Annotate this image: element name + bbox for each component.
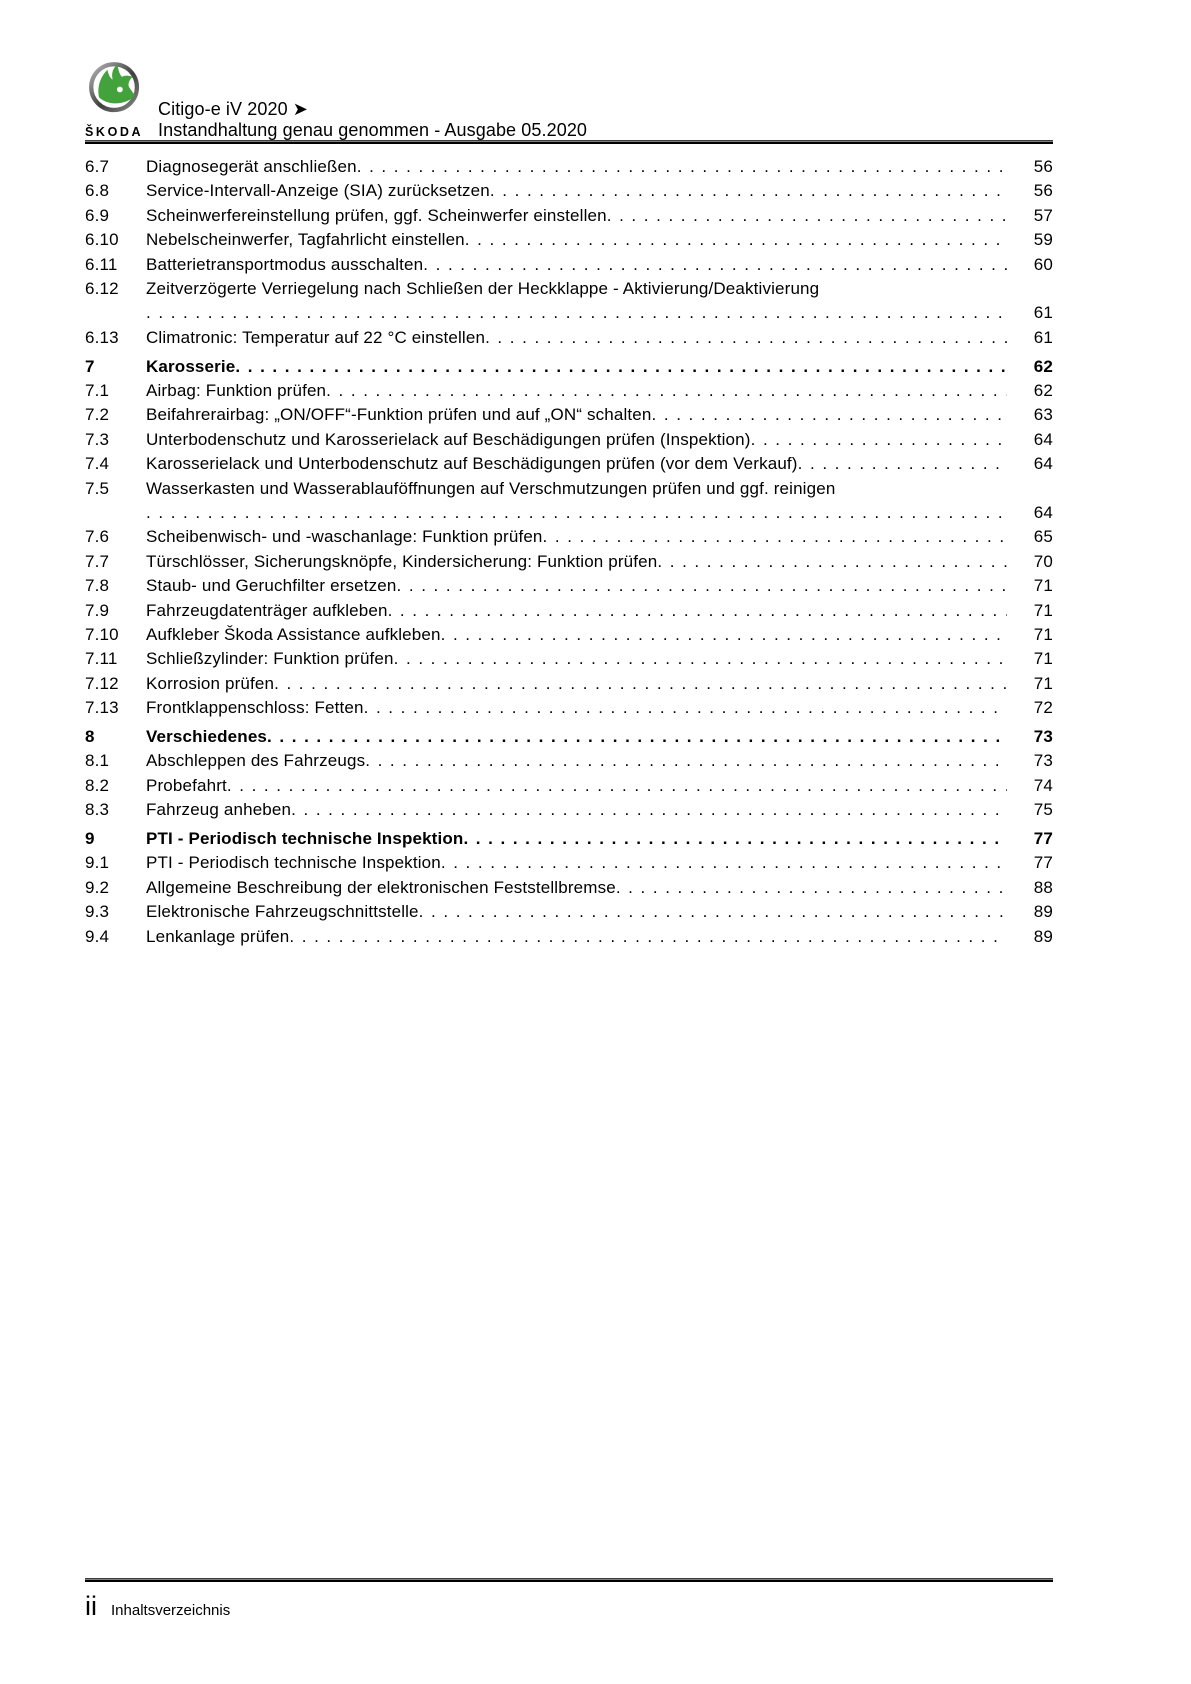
dot-leader — [441, 623, 1007, 647]
toc-entry-page: 61 — [1033, 303, 1053, 323]
toc-entry-page: 89 — [1033, 902, 1053, 922]
dot-leader — [267, 725, 1007, 749]
header-title-block — [158, 99, 587, 140]
toc-entry-page: 71 — [1033, 624, 1053, 644]
toc-entry-number: 7 — [85, 356, 95, 376]
toc-entry-row — [85, 696, 1053, 720]
toc-entry-title: Staub- und Geruchfilter ersetzen — [146, 576, 397, 596]
toc-entry-title: Scheibenwisch- und -waschanlage: Funktion prüfen — [146, 527, 543, 547]
toc-entry-row — [85, 623, 1053, 647]
toc-entry-row — [85, 672, 1053, 696]
toc-entry-page: 59 — [1033, 230, 1053, 250]
toc-entry-number: 7.12 — [85, 673, 119, 693]
toc-entry-page: 73 — [1033, 726, 1053, 746]
dot-leader — [751, 428, 1007, 452]
toc-entry-number: 7.9 — [85, 600, 110, 620]
toc-entry-title: Verschiedenes — [146, 726, 268, 746]
toc-entry-page: 71 — [1033, 576, 1053, 596]
toc-entry-title: Nebelscheinwerfer, Tagfahrlicht einstellen — [146, 230, 465, 250]
toc-entry-row — [85, 277, 1053, 301]
dot-leader — [607, 204, 1007, 228]
toc-entry-row — [85, 228, 1053, 252]
toc-entry-row — [85, 798, 1053, 822]
toc-entry-title: Beifahrerairbag: „ON/OFF“-Funktion prüfen und auf „ON“ schalten — [146, 405, 652, 425]
toc-entry-page: 73 — [1033, 751, 1053, 771]
toc-entry-title: Karosserielack und Unterbodenschutz auf Beschädigungen prüfen (vor dem Verkauf) — [146, 454, 798, 474]
toc-entry-number: 7.5 — [85, 478, 110, 498]
page-header — [85, 60, 1053, 142]
toc-entry-title: Aufkleber Škoda Assistance aufkleben — [146, 624, 441, 644]
dot-leader — [289, 925, 1007, 949]
toc-entry-page: 71 — [1033, 600, 1053, 620]
toc-entry-page: 64 — [1033, 429, 1053, 449]
toc-entry-page: 72 — [1033, 698, 1053, 718]
toc-entry-title: Fahrzeug anheben — [146, 800, 292, 820]
dot-leader — [419, 900, 1007, 924]
toc-entry-number: 7.1 — [85, 381, 110, 401]
toc-entry-number: 9.1 — [85, 853, 110, 873]
toc-entry-page: 75 — [1033, 800, 1053, 820]
toc-entry-page: 57 — [1033, 205, 1053, 225]
toc-entry-page: 71 — [1033, 649, 1053, 669]
toc-entry-row — [85, 155, 1053, 179]
toc-entry-title: Frontklappenschloss: Fetten — [146, 698, 364, 718]
model-line: Citigo-e iV 2020 ➤ — [158, 99, 308, 119]
toc-entry-number: 8.3 — [85, 800, 110, 820]
toc-entry-row — [85, 851, 1053, 875]
toc-entry-number: 7.6 — [85, 527, 110, 547]
toc-entry-number: 6.7 — [85, 157, 110, 176]
toc-entry-row — [85, 525, 1053, 549]
toc-entry-number: 6.8 — [85, 181, 110, 201]
skoda-logo — [85, 60, 157, 142]
table-of-contents — [85, 155, 1053, 949]
dot-leader — [485, 326, 1007, 350]
toc-entry-number: 7.3 — [85, 429, 110, 449]
toc-entry-number: 6.9 — [85, 205, 110, 225]
toc-entry-row — [85, 599, 1053, 623]
toc-entry-page: 77 — [1033, 829, 1053, 849]
dot-leader — [441, 851, 1007, 875]
dot-leader — [291, 798, 1007, 822]
toc-entry-title: Fahrzeugdatenträger aufkleben — [146, 600, 388, 620]
toc-entry-row — [85, 379, 1053, 403]
dot-leader — [365, 749, 1007, 773]
toc-chapter-row — [85, 355, 1053, 379]
toc-entry-row — [85, 550, 1053, 574]
toc-entry-continuation-row — [85, 301, 1053, 325]
toc-entry-row — [85, 876, 1053, 900]
toc-entry-page: 65 — [1033, 527, 1053, 547]
doc-title: Instandhaltung genau genommen - Ausgabe 05.2020 — [158, 119, 588, 140]
toc-entry-number: 7.13 — [85, 698, 119, 718]
toc-entry-number: 9.2 — [85, 877, 110, 897]
toc-entry-title: Unterbodenschutz und Karosserielack auf Beschädigungen prüfen (Inspektion) — [146, 429, 751, 449]
dot-leader — [146, 301, 1007, 325]
dot-leader — [364, 696, 1007, 720]
toc-entry-title: Schließzylinder: Funktion prüfen — [146, 649, 394, 669]
toc-entry-page: 74 — [1033, 775, 1053, 795]
toc-entry-page: 63 — [1033, 405, 1053, 425]
footer-section-label: Inhaltsverzeichnis — [111, 1602, 231, 1619]
toc-entry-title: Batterietransportmodus ausschalten — [146, 254, 424, 274]
toc-entry-title: Korrosion prüfen — [146, 673, 275, 693]
dot-leader — [652, 403, 1008, 427]
toc-entry-number: 7.2 — [85, 405, 110, 425]
page-number: ii — [85, 1591, 97, 1621]
brand-wordmark: ŠKODA — [85, 125, 144, 139]
toc-entry-row — [85, 774, 1053, 798]
toc-entry-row — [85, 749, 1053, 773]
toc-entry-number: 8.2 — [85, 775, 110, 795]
dot-leader — [465, 228, 1007, 252]
dot-leader — [616, 876, 1007, 900]
toc-entry-page: 64 — [1033, 502, 1053, 522]
toc-entry-page: 70 — [1033, 551, 1053, 571]
dot-leader — [423, 253, 1007, 277]
toc-entry-row — [85, 403, 1053, 427]
header-rule — [85, 140, 1053, 144]
toc-entry-row — [85, 179, 1053, 203]
toc-entry-number: 7.10 — [85, 624, 119, 644]
skoda-winged-arrow-icon — [87, 61, 143, 117]
toc-entry-page: 71 — [1033, 673, 1053, 693]
dot-leader — [274, 672, 1007, 696]
toc-entry-row — [85, 326, 1053, 350]
dot-leader — [388, 599, 1007, 623]
toc-entry-title: PTI - Periodisch technische Inspektion — [146, 829, 464, 849]
toc-entry-title: Elektronische Fahrzeugschnittstelle — [146, 902, 419, 922]
toc-entry-row — [85, 900, 1053, 924]
toc-entry-row — [85, 452, 1053, 476]
dot-leader — [394, 647, 1007, 671]
dot-leader — [227, 774, 1007, 798]
toc-entry-continuation-row — [85, 501, 1053, 525]
toc-entry-row — [85, 204, 1053, 228]
toc-entry-title: Wasserkasten und Wasserablauföffnungen auf Verschmutzungen prüfen und ggf. reinigen — [146, 478, 836, 498]
dot-leader — [357, 155, 1007, 179]
toc-entry-number: 8 — [85, 726, 95, 746]
toc-entry-page: 56 — [1033, 181, 1053, 201]
toc-entry-row — [85, 647, 1053, 671]
toc-entry-title: Diagnosegerät anschließen — [146, 157, 357, 176]
toc-entry-row — [85, 925, 1053, 949]
toc-entry-row — [85, 477, 1053, 501]
toc-entry-number: 7.7 — [85, 551, 110, 571]
toc-chapter-row — [85, 725, 1053, 749]
toc-entry-number: 9.4 — [85, 926, 110, 946]
toc-entry-title: Service-Intervall-Anzeige (SIA) zurücksetzen — [146, 181, 490, 201]
toc-entry-page: 62 — [1033, 381, 1053, 401]
toc-entry-title: Karosserie — [146, 356, 236, 376]
toc-entry-page: 77 — [1033, 853, 1053, 873]
toc-entry-number: 6.13 — [85, 327, 119, 347]
toc-entry-number: 7.8 — [85, 576, 110, 596]
toc-entry-row — [85, 253, 1053, 277]
toc-entry-title: Allgemeine Beschreibung der elektronischen Feststellbremse — [146, 877, 616, 897]
toc-entry-title: Climatronic: Temperatur auf 22 °C einstellen — [146, 327, 486, 347]
page-footer — [85, 1582, 1053, 1620]
dot-leader — [463, 827, 1007, 851]
toc-entry-number: 9 — [85, 829, 95, 849]
dot-leader — [657, 550, 1007, 574]
toc-entry-number: 7.4 — [85, 454, 110, 474]
toc-entry-number: 6.11 — [85, 254, 118, 274]
dot-leader — [397, 574, 1008, 598]
toc-entry-number: 6.10 — [85, 230, 119, 250]
dot-leader — [543, 525, 1007, 549]
toc-entry-page: 89 — [1033, 926, 1053, 946]
toc-chapter-row — [85, 827, 1053, 851]
toc-entry-row — [85, 428, 1053, 452]
toc-entry-title: Lenkanlage prüfen — [146, 926, 290, 946]
toc-entry-page: 62 — [1033, 356, 1053, 376]
toc-entry-title: Probefahrt — [146, 775, 227, 795]
dot-leader — [235, 355, 1007, 379]
toc-entry-page: 60 — [1033, 254, 1053, 274]
toc-entry-title: Scheinwerfereinstellung prüfen, ggf. Scheinwerfer einstellen — [146, 205, 607, 225]
toc-entry-title: Zeitverzögerte Verriegelung nach Schließen der Heckklappe - Aktivierung/Deaktivierung — [146, 278, 820, 298]
toc-entry-page: 64 — [1033, 454, 1053, 474]
toc-entry-page: 88 — [1033, 877, 1053, 897]
dot-leader — [326, 379, 1007, 403]
toc-entry-number: 6.12 — [85, 278, 119, 298]
toc-entry-page: 61 — [1033, 327, 1053, 347]
toc-entry-title: Türschlösser, Sicherungsknöpfe, Kindersicherung: Funktion prüfen — [146, 551, 658, 571]
toc-entry-row — [85, 574, 1053, 598]
toc-entry-number: 8.1 — [85, 751, 110, 771]
toc-entry-title: Abschleppen des Fahrzeugs — [146, 751, 366, 771]
toc-entry-title: Airbag: Funktion prüfen — [146, 381, 327, 401]
toc-entry-number: 7.11 — [85, 649, 118, 669]
toc-entry-page: 56 — [1033, 157, 1053, 176]
dot-leader — [798, 452, 1007, 476]
dot-leader — [490, 179, 1007, 203]
dot-leader — [146, 501, 1007, 525]
toc-entry-number: 9.3 — [85, 902, 110, 922]
toc-entry-title: PTI - Periodisch technische Inspektion — [146, 853, 441, 873]
